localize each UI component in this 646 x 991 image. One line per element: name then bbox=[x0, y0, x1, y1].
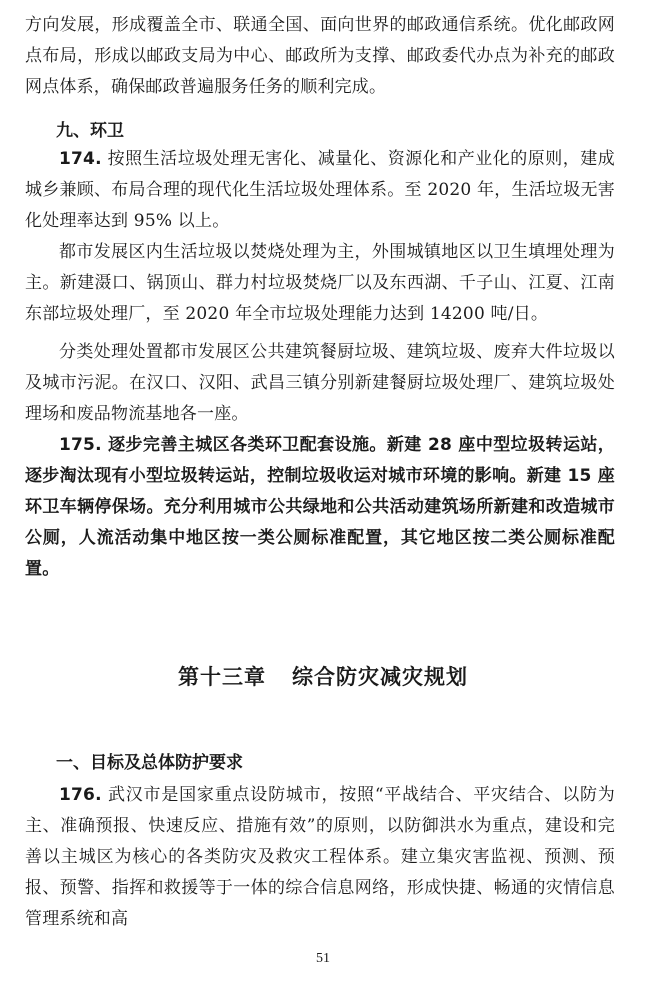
paragraph-174-number: 174. bbox=[59, 149, 102, 169]
paragraph-175 bbox=[25, 430, 615, 585]
section-heading-goals: 一、目标及总体防护要求 bbox=[56, 753, 243, 773]
paragraph-175-text: 逐步完善主城区各类环卫配套设施。新建 28 座中型垃圾转运站，逐步淘汰现有小型垃圾转运站，控制垃圾收运对城市环境的影响。新建 15 座环卫车辆停保场。充分利用城市公共绿地和公共活动建筑场所新建和改造城市公厕，人流活动集中地区按一类公厕标准配置，其它地区按二类公厕标准配置。 bbox=[25, 435, 615, 579]
paragraph-174-waste-disposal-text: 都市发展区内生活垃圾以焚烧处理为主，外围城镇地区以卫生填埋处理为主。新建滠口、锅顶山、群力村垃圾焚烧厂以及东西湖、千子山、江夏、江南东部垃圾处理厂，至 2020 年全市垃圾处理能力达到 14200 吨/日。 bbox=[25, 242, 615, 324]
paragraph-174-waste-disposal bbox=[25, 237, 615, 330]
paragraph-174 bbox=[25, 144, 615, 237]
intro-paragraph bbox=[25, 10, 615, 103]
paragraph-175-number: 175. bbox=[59, 435, 102, 455]
paragraph-174-classified-treatment-text: 分类处理处置都市发展区公共建筑餐厨垃圾、建筑垃圾、废弃大件垃圾以及城市污泥。在汉口、汉阳、武昌三镇分别新建餐厨垃圾处理厂、建筑垃圾处理场和废品物流基地各一座。 bbox=[25, 342, 615, 424]
paragraph-176-number: 176. bbox=[59, 785, 102, 805]
paragraph-176-text: 武汉市是国家重点设防城市，按照“平战结合、平灾结合、以防为主、准确预报、快速反应、措施有效”的原则，以防御洪水为重点，建设和完善以主城区为核心的各类防灾及救灾工程体系。建立集灾害监视、预测、预报、预警、指挥和救援等于一体的综合信息网络，形成快捷、畅通的灾情信息管理系统和高 bbox=[25, 785, 615, 929]
chapter-number: 第十三章 bbox=[178, 665, 266, 689]
chapter-title bbox=[0, 661, 646, 691]
chapter-name: 综合防灾减灾规划 bbox=[292, 665, 468, 689]
paragraph-174-text: 按照生活垃圾处理无害化、减量化、资源化和产业化的原则，建成城乡兼顾、布局合理的现代化生活垃圾处理体系。至 2020 年，生活垃圾无害化处理率达到 95% 以上。 bbox=[25, 149, 615, 231]
paragraph-174-classified-treatment bbox=[25, 337, 615, 430]
page-number: 51 bbox=[316, 951, 330, 966]
intro-text: 方向发展，形成覆盖全市、联通全国、面向世界的邮政通信系统。优化邮政网点布局，形成以邮政支局为中心、邮政所为支撑、邮政委代办点为补充的邮政网点体系，确保邮政普遍服务任务的顺利完成。 bbox=[25, 15, 615, 97]
section-heading-sanitation: 九、环卫 bbox=[56, 121, 124, 141]
paragraph-176 bbox=[25, 780, 615, 935]
